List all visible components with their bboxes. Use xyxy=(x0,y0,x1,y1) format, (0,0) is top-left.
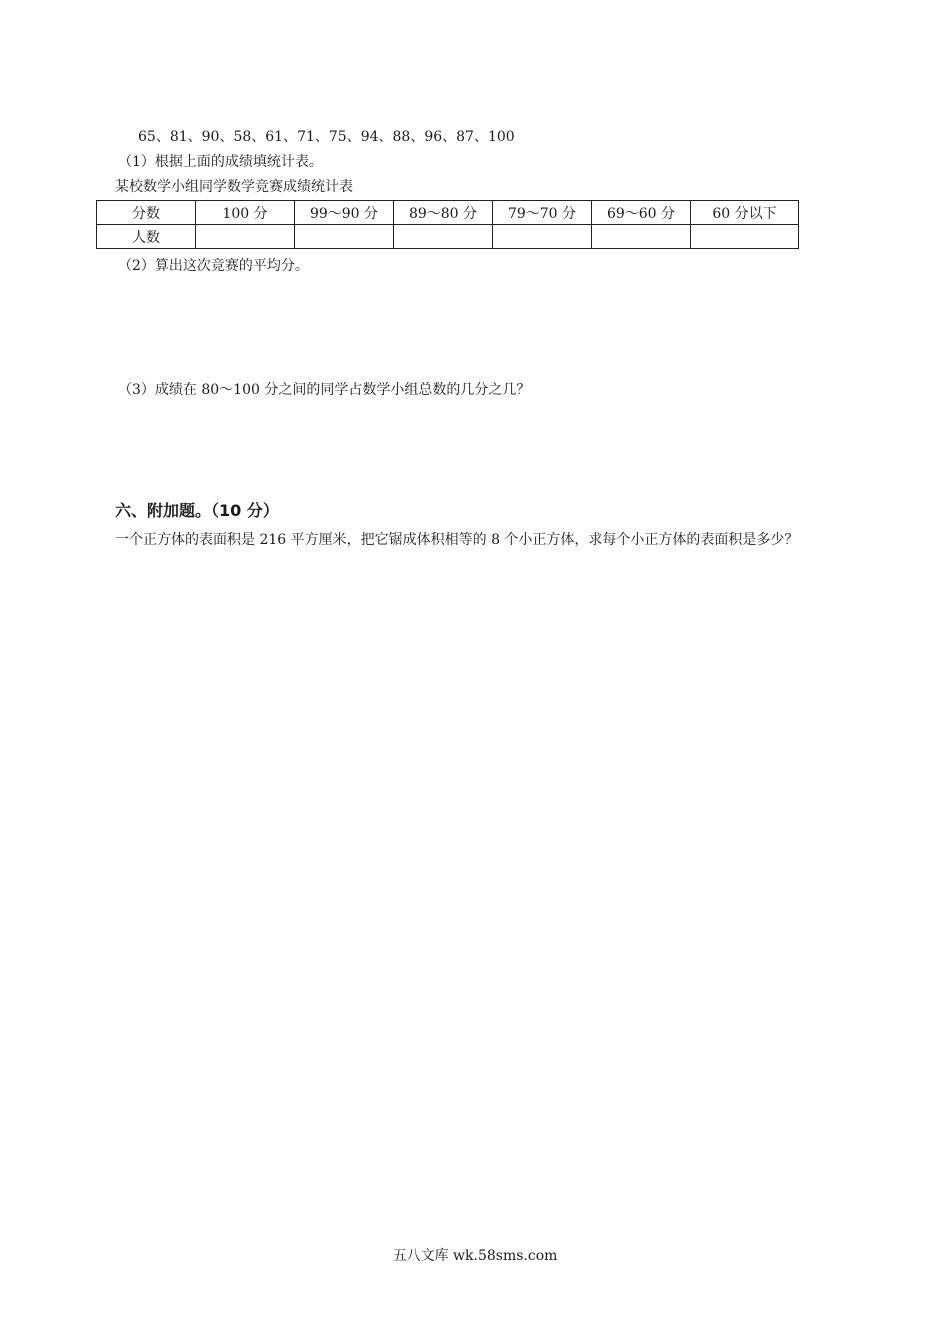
header-cell-99-90: 99～90 分 xyxy=(295,201,394,225)
count-cell-99-90[interactable] xyxy=(295,225,394,249)
header-cell-score: 分数 xyxy=(97,201,196,225)
header-cell-100: 100 分 xyxy=(196,201,295,225)
score-statistics-table xyxy=(96,200,799,249)
section-6-title: 六、附加题。（10 分） xyxy=(115,501,279,520)
count-cell-below-60[interactable] xyxy=(691,225,799,249)
header-cell-below-60: 60 分以下 xyxy=(691,201,799,225)
table-count-row xyxy=(97,225,799,249)
question-3: （3）成绩在 80～100 分之间的同学占数学小组总数的几分之几？ xyxy=(118,382,531,398)
header-cell-69-60: 69～60 分 xyxy=(592,201,691,225)
question-1: （1）根据上面的成绩填统计表。 xyxy=(118,154,323,170)
table-header-row xyxy=(97,201,799,225)
count-cell-79-70[interactable] xyxy=(493,225,592,249)
count-cell-89-80[interactable] xyxy=(394,225,493,249)
question-2: （2）算出这次竞赛的平均分。 xyxy=(118,258,309,274)
header-cell-79-70: 79～70 分 xyxy=(493,201,592,225)
footer-watermark: 五八文库 wk.58sms.com xyxy=(392,1248,558,1264)
row-label-count: 人数 xyxy=(97,225,196,249)
header-cell-89-80: 89～80 分 xyxy=(394,201,493,225)
bonus-question: 一个正方体的表面积是 216 平方厘米，把它锯成体积相等的 8 个小正方体，求每个小正方体的表面积是多少？ xyxy=(115,532,799,548)
count-cell-100[interactable] xyxy=(196,225,295,249)
count-cell-69-60[interactable] xyxy=(592,225,691,249)
score-list: 65、81、90、58、61、71、75、94、88、96、87、100 xyxy=(138,129,515,145)
table-caption: 某校数学小组同学数学竞赛成绩统计表 xyxy=(115,179,353,195)
